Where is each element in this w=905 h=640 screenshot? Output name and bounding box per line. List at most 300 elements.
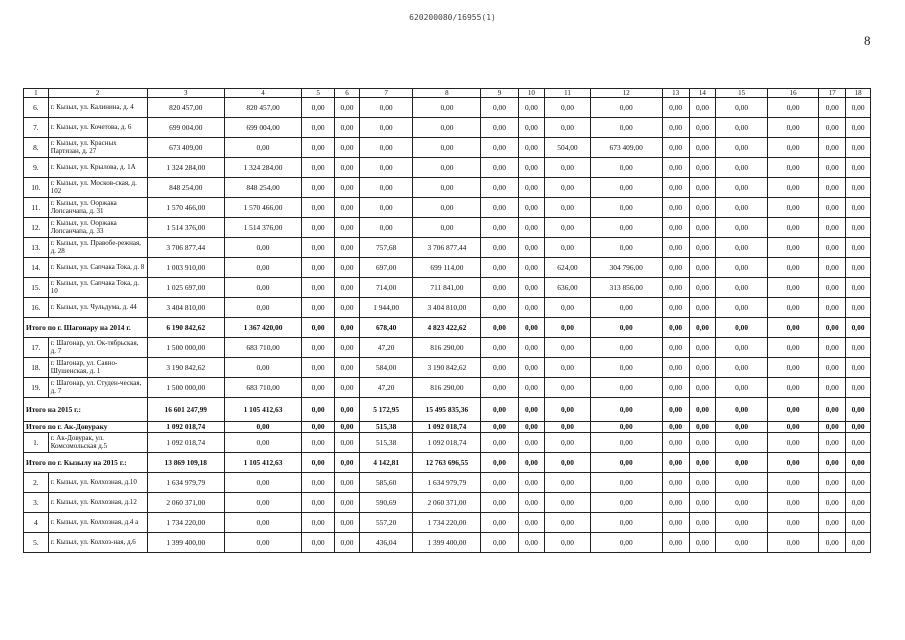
value-cell: 820 457,00 — [224, 98, 301, 118]
value-cell: 0,00 — [662, 158, 689, 178]
value-cell: 0,00 — [481, 198, 518, 218]
column-number: 12 — [590, 89, 662, 98]
value-cell: 16 601 247,99 — [147, 398, 224, 422]
value-cell: 0,00 — [518, 238, 545, 258]
value-cell: 0,00 — [716, 138, 768, 158]
value-cell: 0,00 — [481, 533, 518, 553]
page-number: 8 — [864, 33, 871, 48]
column-number: 7 — [359, 89, 413, 98]
value-cell: 0,00 — [518, 298, 545, 318]
column-number: 14 — [689, 89, 716, 98]
value-cell: 0,00 — [224, 258, 301, 278]
value-cell: 0,00 — [413, 138, 481, 158]
value-cell: 4 142,81 — [359, 453, 413, 473]
value-cell: 0,00 — [767, 298, 819, 318]
value-cell: 557,20 — [359, 513, 413, 533]
value-cell: 0,00 — [662, 278, 689, 298]
value-cell: 0,00 — [662, 473, 689, 493]
value-cell: 0,00 — [518, 493, 545, 513]
value-cell: 2 060 371,00 — [413, 493, 481, 513]
address-cell: г. Кызыл, ул. Колхозная, д.10 — [48, 473, 147, 493]
value-cell: 0,00 — [767, 338, 819, 358]
value-cell: 0,00 — [716, 453, 768, 473]
row-number: 13. — [24, 238, 49, 258]
value-cell: 0,00 — [481, 453, 518, 473]
value-cell: 0,00 — [518, 178, 545, 198]
value-cell: 0,00 — [518, 473, 545, 493]
value-cell: 0,00 — [689, 422, 716, 433]
value-cell: 0,00 — [767, 378, 819, 398]
value-cell: 0,00 — [819, 338, 846, 358]
value-cell: 0,00 — [662, 433, 689, 453]
value-cell: 0,00 — [716, 433, 768, 453]
value-cell: 0,00 — [819, 433, 846, 453]
value-cell: 1 514 376,00 — [224, 218, 301, 238]
value-cell: 0,00 — [819, 533, 846, 553]
value-cell: 0,00 — [224, 298, 301, 318]
total-row — [24, 453, 871, 473]
value-cell: 0,00 — [518, 158, 545, 178]
value-cell: 0,00 — [767, 358, 819, 378]
value-cell: 0,00 — [767, 473, 819, 493]
value-cell: 0,00 — [302, 533, 335, 553]
value-cell: 0,00 — [302, 278, 335, 298]
value-cell: 0,00 — [335, 398, 360, 422]
value-cell: 0,00 — [335, 422, 360, 433]
value-cell: 0,00 — [716, 358, 768, 378]
value-cell: 0,00 — [590, 493, 662, 513]
value-cell: 0,00 — [518, 453, 545, 473]
value-cell: 0,00 — [302, 218, 335, 238]
value-cell: 0,00 — [481, 493, 518, 513]
value-cell: 515,38 — [359, 422, 413, 433]
row-number: 15. — [24, 278, 49, 298]
value-cell: 0,00 — [846, 398, 871, 422]
row-number: 10. — [24, 178, 49, 198]
value-cell: 0,00 — [767, 513, 819, 533]
table-row — [24, 298, 871, 318]
value-cell: 0,00 — [819, 493, 846, 513]
column-number-row — [24, 89, 871, 98]
value-cell: 1 734 220,00 — [147, 513, 224, 533]
value-cell: 1 367 420,00 — [224, 318, 301, 338]
value-cell: 0,00 — [716, 533, 768, 553]
value-cell: 0,00 — [481, 238, 518, 258]
value-cell: 848 254,00 — [147, 178, 224, 198]
row-number: 12. — [24, 218, 49, 238]
row-number: 8. — [24, 138, 49, 158]
table-row — [24, 533, 871, 553]
value-cell: 0,00 — [819, 218, 846, 238]
value-cell: 5 172,95 — [359, 398, 413, 422]
table-row — [24, 98, 871, 118]
value-cell: 0,00 — [689, 178, 716, 198]
value-cell: 0,00 — [689, 513, 716, 533]
value-cell: 0,00 — [767, 422, 819, 433]
value-cell: 0,00 — [545, 98, 590, 118]
value-cell: 0,00 — [302, 453, 335, 473]
row-number: 18. — [24, 358, 49, 378]
column-number: 16 — [767, 89, 819, 98]
value-cell: 711 841,00 — [413, 278, 481, 298]
address-cell: г. Кызыл, ул. Ооржака Лопсанчапа, д. 33 — [48, 218, 147, 238]
value-cell: 0,00 — [590, 338, 662, 358]
address-cell: г. Кызыл, ул. Сапчака Тока, д. 8 — [48, 258, 147, 278]
value-cell: 0,00 — [335, 513, 360, 533]
value-cell: 0,00 — [689, 258, 716, 278]
value-cell: 0,00 — [224, 513, 301, 533]
value-cell: 0,00 — [689, 298, 716, 318]
value-cell: 820 457,00 — [147, 98, 224, 118]
value-cell: 590,69 — [359, 493, 413, 513]
value-cell: 0,00 — [302, 513, 335, 533]
value-cell: 47,20 — [359, 338, 413, 358]
value-cell: 0,00 — [767, 453, 819, 473]
value-cell: 0,00 — [481, 433, 518, 453]
value-cell: 0,00 — [689, 433, 716, 453]
value-cell: 1 734 220,00 — [413, 513, 481, 533]
value-cell: 0,00 — [302, 258, 335, 278]
column-number: 18 — [846, 89, 871, 98]
value-cell: 0,00 — [335, 473, 360, 493]
value-cell: 0,00 — [518, 278, 545, 298]
value-cell: 0,00 — [819, 198, 846, 218]
value-cell: 0,00 — [518, 338, 545, 358]
value-cell: 0,00 — [716, 338, 768, 358]
value-cell: 0,00 — [689, 533, 716, 553]
value-cell: 0,00 — [413, 218, 481, 238]
value-cell: 673 409,00 — [590, 138, 662, 158]
value-cell: 6 190 842,62 — [147, 318, 224, 338]
address-cell: г. Кызыл, ул. Сапчака Тока, д. 10 — [48, 278, 147, 298]
value-cell: 0,00 — [302, 358, 335, 378]
value-cell: 585,60 — [359, 473, 413, 493]
value-cell: 0,00 — [767, 278, 819, 298]
value-cell: 15 495 835,36 — [413, 398, 481, 422]
value-cell: 0,00 — [846, 258, 871, 278]
data-table — [23, 88, 871, 553]
value-cell: 0,00 — [689, 358, 716, 378]
value-cell: 0,00 — [662, 98, 689, 118]
value-cell: 1 399 400,00 — [413, 533, 481, 553]
value-cell: 816 290,00 — [413, 338, 481, 358]
value-cell: 47,20 — [359, 378, 413, 398]
value-cell: 0,00 — [846, 358, 871, 378]
value-cell: 0,00 — [819, 118, 846, 138]
value-cell: 0,00 — [846, 98, 871, 118]
value-cell: 0,00 — [846, 198, 871, 218]
value-cell: 0,00 — [819, 422, 846, 433]
value-cell: 816 290,00 — [413, 378, 481, 398]
address-cell: г. Кызыл, ул. Калинина, д. 4 — [48, 98, 147, 118]
value-cell: 0,00 — [716, 493, 768, 513]
address-cell: г. Кызыл, ул. Колхоз-ная, д.6 — [48, 533, 147, 553]
column-number: 11 — [545, 89, 590, 98]
value-cell: 0,00 — [224, 433, 301, 453]
value-cell: 0,00 — [819, 453, 846, 473]
value-cell: 0,00 — [590, 422, 662, 433]
value-cell: 0,00 — [224, 422, 301, 433]
value-cell: 0,00 — [302, 178, 335, 198]
value-cell: 0,00 — [846, 533, 871, 553]
column-number: 15 — [716, 89, 768, 98]
total-label: Итого на 2015 г.: — [24, 398, 148, 422]
address-cell: г. Шагонар, ул. Ок-тябрьская, д. 7 — [48, 338, 147, 358]
value-cell: 0,00 — [413, 198, 481, 218]
value-cell: 0,00 — [590, 118, 662, 138]
value-cell: 0,00 — [302, 118, 335, 138]
value-cell: 0,00 — [689, 473, 716, 493]
table-row — [24, 378, 871, 398]
value-cell: 699 114,00 — [413, 258, 481, 278]
value-cell: 0,00 — [819, 158, 846, 178]
value-cell: 0,00 — [481, 378, 518, 398]
column-number: 3 — [147, 89, 224, 98]
value-cell: 1 092 018,74 — [147, 422, 224, 433]
value-cell: 0,00 — [767, 533, 819, 553]
address-cell: г. Кызыл, ул. Колхозная, д.4 а — [48, 513, 147, 533]
total-row — [24, 318, 871, 338]
value-cell: 0,00 — [545, 298, 590, 318]
value-cell: 0,00 — [545, 453, 590, 473]
value-cell: 0,00 — [335, 278, 360, 298]
value-cell: 0,00 — [767, 178, 819, 198]
row-number: 2. — [24, 473, 49, 493]
value-cell: 0,00 — [846, 433, 871, 453]
address-cell: г. Кызыл, ул. Кочетова, д. 6 — [48, 118, 147, 138]
value-cell: 0,00 — [767, 98, 819, 118]
value-cell: 0,00 — [224, 493, 301, 513]
value-cell: 3 190 842,62 — [413, 358, 481, 378]
column-number: 8 — [413, 89, 481, 98]
row-number: 11. — [24, 198, 49, 218]
value-cell: 0,00 — [545, 433, 590, 453]
value-cell: 683 710,00 — [224, 378, 301, 398]
value-cell: 0,00 — [590, 298, 662, 318]
value-cell: 0,00 — [767, 398, 819, 422]
value-cell: 0,00 — [716, 378, 768, 398]
value-cell: 0,00 — [545, 422, 590, 433]
value-cell: 0,00 — [767, 138, 819, 158]
value-cell: 0,00 — [689, 338, 716, 358]
value-cell: 0,00 — [335, 178, 360, 198]
value-cell: 0,00 — [662, 338, 689, 358]
value-cell: 678,40 — [359, 318, 413, 338]
value-cell: 0,00 — [518, 433, 545, 453]
value-cell: 13 869 109,18 — [147, 453, 224, 473]
table-row — [24, 178, 871, 198]
value-cell: 0,00 — [846, 513, 871, 533]
value-cell: 0,00 — [716, 158, 768, 178]
value-cell: 0,00 — [545, 118, 590, 138]
value-cell: 0,00 — [224, 238, 301, 258]
value-cell: 0,00 — [590, 513, 662, 533]
table-row — [24, 198, 871, 218]
value-cell: 0,00 — [590, 158, 662, 178]
value-cell: 0,00 — [335, 198, 360, 218]
total-row — [24, 422, 871, 433]
value-cell: 0,00 — [590, 318, 662, 338]
value-cell: 0,00 — [302, 298, 335, 318]
value-cell: 0,00 — [716, 298, 768, 318]
value-cell: 0,00 — [224, 278, 301, 298]
value-cell: 0,00 — [224, 138, 301, 158]
value-cell: 0,00 — [662, 533, 689, 553]
value-cell: 0,00 — [302, 398, 335, 422]
value-cell: 0,00 — [767, 493, 819, 513]
value-cell: 1 514 376,00 — [147, 218, 224, 238]
value-cell: 0,00 — [413, 98, 481, 118]
table-row — [24, 158, 871, 178]
value-cell: 0,00 — [518, 358, 545, 378]
value-cell: 0,00 — [302, 318, 335, 338]
row-number: 5. — [24, 533, 49, 553]
value-cell: 0,00 — [590, 98, 662, 118]
total-row — [24, 398, 871, 422]
value-cell: 0,00 — [224, 533, 301, 553]
value-cell: 0,00 — [302, 138, 335, 158]
value-cell: 0,00 — [335, 218, 360, 238]
value-cell: 0,00 — [590, 198, 662, 218]
value-cell: 0,00 — [767, 198, 819, 218]
value-cell: 683 710,00 — [224, 338, 301, 358]
value-cell: 0,00 — [819, 398, 846, 422]
value-cell: 0,00 — [590, 453, 662, 473]
value-cell: 757,68 — [359, 238, 413, 258]
value-cell: 673 409,00 — [147, 138, 224, 158]
value-cell: 0,00 — [481, 298, 518, 318]
value-cell: 1 500 000,00 — [147, 338, 224, 358]
value-cell: 0,00 — [302, 98, 335, 118]
value-cell: 0,00 — [716, 98, 768, 118]
value-cell: 0,00 — [846, 278, 871, 298]
value-cell: 0,00 — [481, 138, 518, 158]
value-cell: 0,00 — [716, 218, 768, 238]
value-cell: 0,00 — [689, 218, 716, 238]
value-cell: 0,00 — [335, 258, 360, 278]
table-row — [24, 118, 871, 138]
value-cell: 0,00 — [302, 338, 335, 358]
address-cell: г. Ак-Довурак, ул. Комсомольская д.5 — [48, 433, 147, 453]
value-cell: 0,00 — [335, 238, 360, 258]
value-cell: 697,00 — [359, 258, 413, 278]
value-cell: 0,00 — [335, 158, 360, 178]
value-cell: 0,00 — [590, 178, 662, 198]
total-label: Итого по г. Ак-Довураку — [24, 422, 148, 433]
column-number: 5 — [302, 89, 335, 98]
value-cell: 0,00 — [846, 493, 871, 513]
value-cell: 0,00 — [819, 513, 846, 533]
value-cell: 0,00 — [716, 178, 768, 198]
value-cell: 0,00 — [518, 258, 545, 278]
value-cell: 699 004,00 — [224, 118, 301, 138]
value-cell: 0,00 — [224, 473, 301, 493]
value-cell: 0,00 — [545, 473, 590, 493]
column-number: 13 — [662, 89, 689, 98]
value-cell: 0,00 — [335, 338, 360, 358]
value-cell: 0,00 — [545, 533, 590, 553]
value-cell: 0,00 — [662, 378, 689, 398]
value-cell: 0,00 — [662, 493, 689, 513]
value-cell: 0,00 — [518, 118, 545, 138]
value-cell: 0,00 — [846, 238, 871, 258]
value-cell: 624,00 — [545, 258, 590, 278]
row-number: 19. — [24, 378, 49, 398]
value-cell: 0,00 — [302, 378, 335, 398]
value-cell: 0,00 — [662, 218, 689, 238]
value-cell: 0,00 — [716, 513, 768, 533]
column-number: 2 — [48, 89, 147, 98]
value-cell: 0,00 — [590, 533, 662, 553]
value-cell: 0,00 — [481, 338, 518, 358]
value-cell: 0,00 — [518, 422, 545, 433]
value-cell: 0,00 — [518, 378, 545, 398]
value-cell: 0,00 — [767, 433, 819, 453]
table-row — [24, 493, 871, 513]
value-cell: 0,00 — [662, 198, 689, 218]
value-cell: 0,00 — [846, 118, 871, 138]
value-cell: 0,00 — [590, 398, 662, 422]
value-cell: 0,00 — [662, 238, 689, 258]
value-cell: 0,00 — [481, 278, 518, 298]
value-cell: 3 190 842,62 — [147, 358, 224, 378]
value-cell: 0,00 — [846, 178, 871, 198]
value-cell: 436,04 — [359, 533, 413, 553]
value-cell: 0,00 — [590, 378, 662, 398]
value-cell: 0,00 — [335, 453, 360, 473]
value-cell: 0,00 — [819, 378, 846, 398]
value-cell: 3 706 877,44 — [413, 238, 481, 258]
value-cell: 0,00 — [359, 198, 413, 218]
value-cell: 848 254,00 — [224, 178, 301, 198]
value-cell: 0,00 — [819, 298, 846, 318]
value-cell: 0,00 — [689, 398, 716, 422]
value-cell: 1 570 466,00 — [147, 198, 224, 218]
value-cell: 504,00 — [545, 138, 590, 158]
value-cell: 0,00 — [846, 378, 871, 398]
value-cell: 0,00 — [545, 398, 590, 422]
value-cell: 0,00 — [767, 238, 819, 258]
value-cell: 0,00 — [302, 158, 335, 178]
value-cell: 0,00 — [518, 533, 545, 553]
address-cell: г. Кызыл, ул. Чульдума, д. 44 — [48, 298, 147, 318]
value-cell: 0,00 — [481, 118, 518, 138]
value-cell: 0,00 — [545, 338, 590, 358]
column-number: 1 — [24, 89, 49, 98]
value-cell: 0,00 — [689, 198, 716, 218]
value-cell: 0,00 — [819, 318, 846, 338]
value-cell: 0,00 — [545, 238, 590, 258]
value-cell: 0,00 — [302, 238, 335, 258]
value-cell: 1 092 018,74 — [413, 422, 481, 433]
value-cell: 0,00 — [518, 218, 545, 238]
value-cell: 0,00 — [846, 422, 871, 433]
value-cell: 0,00 — [846, 473, 871, 493]
value-cell: 0,00 — [481, 158, 518, 178]
value-cell: 0,00 — [662, 513, 689, 533]
value-cell: 304 796,00 — [590, 258, 662, 278]
value-cell: 0,00 — [545, 178, 590, 198]
value-cell: 0,00 — [716, 473, 768, 493]
value-cell: 0,00 — [335, 318, 360, 338]
value-cell: 0,00 — [819, 178, 846, 198]
row-number: 16. — [24, 298, 49, 318]
value-cell: 1 634 979,79 — [413, 473, 481, 493]
value-cell: 0,00 — [767, 218, 819, 238]
value-cell: 0,00 — [359, 98, 413, 118]
value-cell: 584,00 — [359, 358, 413, 378]
value-cell: 0,00 — [716, 198, 768, 218]
